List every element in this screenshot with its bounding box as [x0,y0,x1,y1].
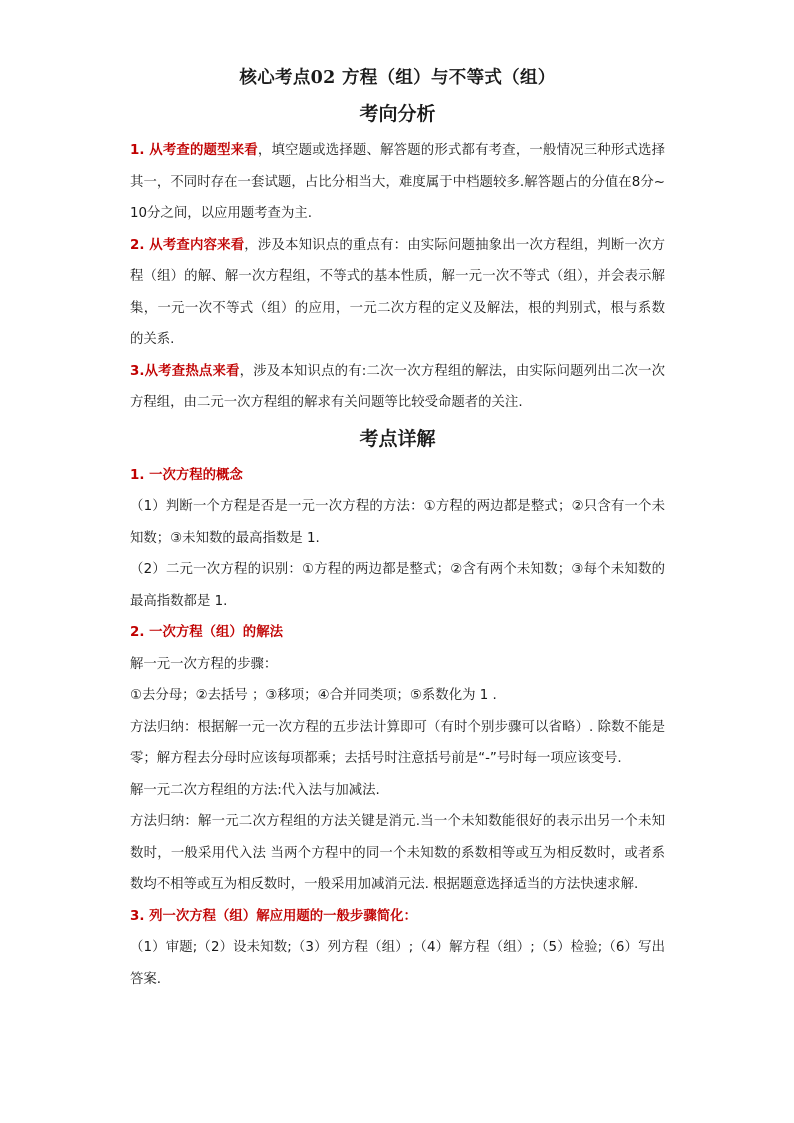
s2-paragraph-2: ①去分母；②去括号 ；③移项；④合并同类项；⑤系数化为 1 . [130,688,497,703]
analysis-item-2 [130,230,665,356]
s2-paragraph-4: 解一元二次方程组的方法:代入法与加减法. [130,782,380,798]
subsection-title-3: 3. 列一次方程（组）解应用题的一般步骤简化： [130,908,417,924]
s1-paragraph-1: （1）判断一个方程是否是一元一次方程的方法：①方程的两边都是整式；②只含有一个未知数；③未知数的最高指数是 1. [130,499,665,546]
analysis-item-1-lead: 1. 从考查的题型来看 [130,143,258,158]
analysis-item-3-text: ，涉及本知识点的有:二次一次方程组的解法，由实际问题列出二次一次方程组，由二元一次方程组的解求有关问题等比较受命题者的关注. [130,363,665,410]
section-heading-details: 考点详解 [359,427,436,450]
subsection-title-1: 1. 一次方程的概念 [130,467,243,483]
document-title: 核心考点02 方程（组）与不等式（组） [239,68,556,88]
analysis-item-3-lead: 3.从考查热点来看 [130,363,240,379]
section-heading-analysis: 考向分析 [359,103,436,125]
analysis-item-3 [130,356,665,419]
s1-paragraph-2: （2）二元一次方程的识别：①方程的两边都是整式；②含有两个未知数；③每个未知数的最高指数都是 1. [130,562,665,609]
subsection-title-2: 2. 一次方程（组）的解法 [130,625,283,640]
analysis-item-2-lead: 2. 从考查内容来看 [130,237,245,253]
s2-paragraph-5: 方法归纳：解一元二次方程组的方法关键是消元.当一个未知数能很好的表示出另一个未知数时，一般采用代入法 当两个方程中的同一个未知数的系数相等或互为相反数时，或者系数均不相等或互为相反数时，一般采用加减消元法. 根据题意选择适当的方法快速求解. [130,814,665,892]
s2-paragraph-3: 方法归纳：根据解一元一次方程的五步法计算即可（有时个别步骤可以省略）. 除数不能是零；解方程去分母时应该每项都乘；去括号时注意括号前是“-”号时每一项应该变号. [130,719,665,766]
s2-paragraph-1: 解一元一次方程的步骤： [130,656,278,672]
analysis-item-1 [130,135,665,230]
analysis-item-2-text: ，涉及本知识点的重点有：由实际问题抽象出一次方程组，判断一次方程（组）的解、解一次方程组，不等式的基本性质，解一元一次不等式（组），并会表示解集，一元一次不等式（组）的应用，一元二次方程的定义及解法，根的判别式，根与系数的关系. [130,237,665,347]
s3-paragraph-1: （1）审题;（2）设未知数;（3）列方程（组）;（4）解方程（组）;（5）检验;（6）写出答案. [130,940,665,987]
document-page [130,62,665,995]
analysis-item-1-text: ，填空题或选择题、解答题的形式都有考查，一般情况三种形式选择其一，不同时存在一套试题，占比分相当大，难度属于中档题较多.解答题占的分值在8分~10分之间，以应用题考查为主. [130,143,665,221]
